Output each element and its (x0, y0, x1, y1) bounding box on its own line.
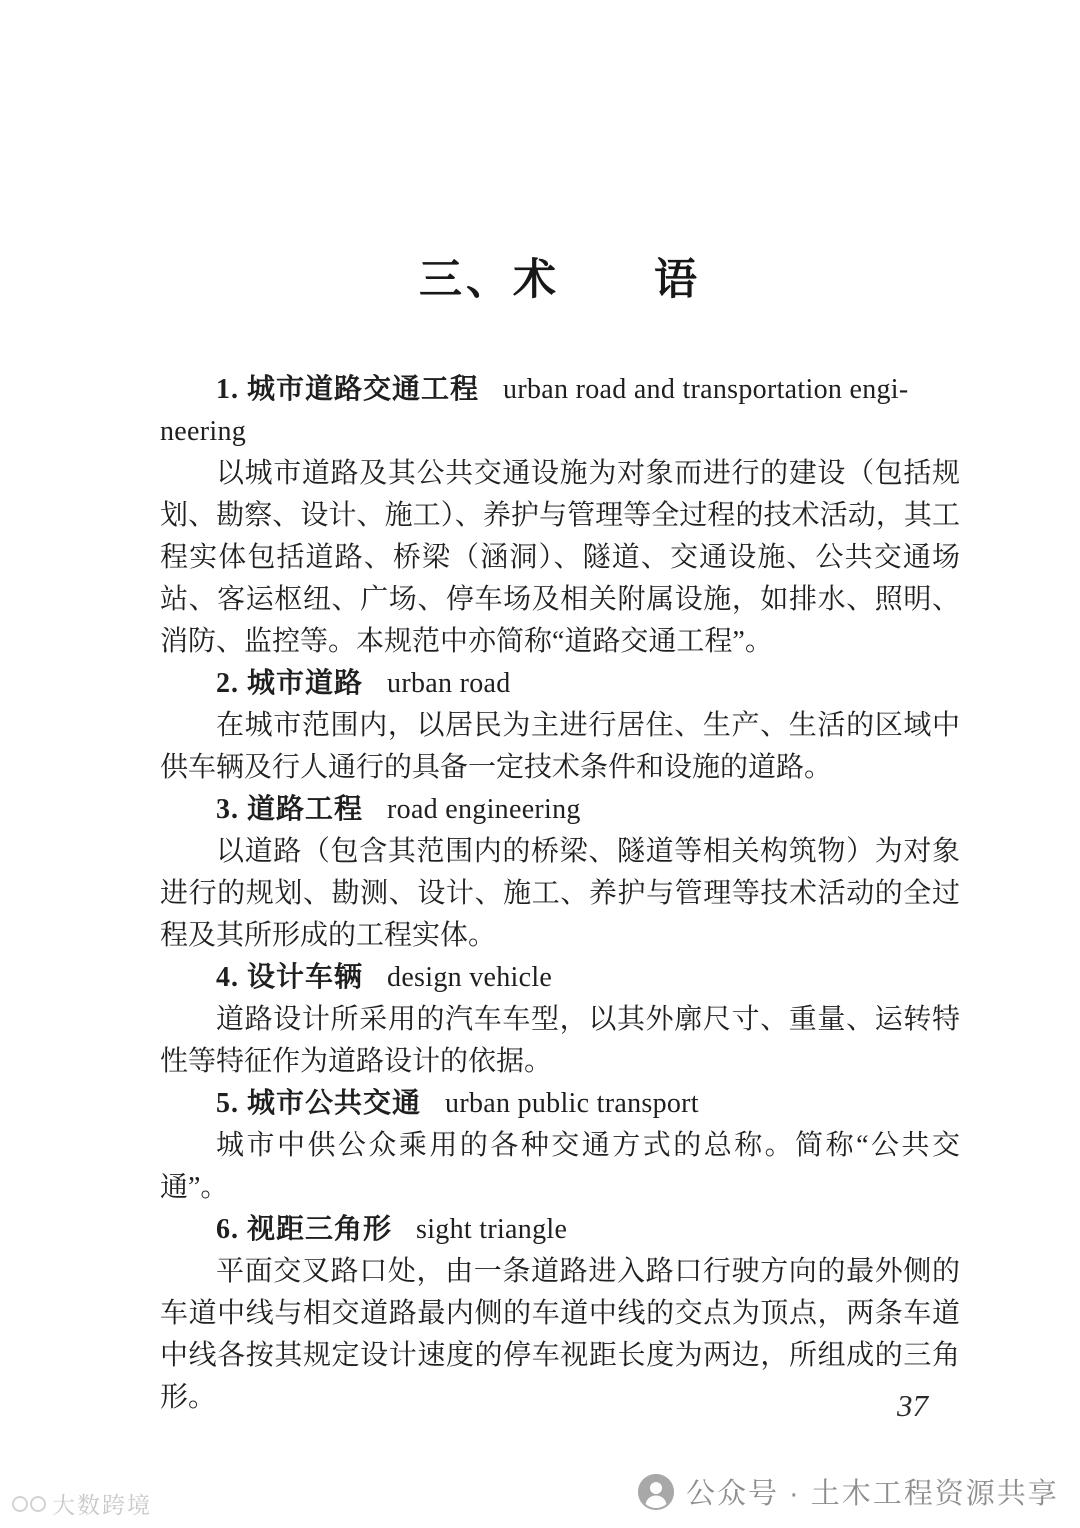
term-label: 2. 城市道路 (216, 668, 364, 699)
term-english: road engineering (387, 794, 581, 825)
terminology-list (160, 369, 960, 1419)
page-title: 三、术 语 (419, 257, 701, 304)
term-definition: 平面交叉路口处，由一条道路进入路口行驶方向的最外侧的车道中线与相交道路最内侧的车道中线的交点为顶点，两条车道中线各按其规定设计速度的停车视距长度为两边，所组成的三角形。 (160, 1256, 960, 1413)
document-page (160, 0, 960, 1419)
term-heading (160, 957, 960, 999)
term-english: urban public transport (445, 1088, 699, 1119)
term-english: design vehicle (387, 962, 553, 993)
term-label: 3. 道路工程 (216, 794, 364, 825)
term-heading (160, 369, 960, 453)
term-entry-2 (160, 663, 960, 789)
term-definition: 城市中供公众乘用的各种交通方式的总称。简称“公共交通”。 (160, 1130, 960, 1203)
term-definition: 以道路（包含其范围内的桥梁、隧道等相关构筑物）为对象进行的规划、勘测、设计、施工、养护与管理等技术活动的全过程及其所形成的工程实体。 (160, 836, 960, 951)
wechat-account-avatar-icon (638, 1474, 674, 1510)
watermark-logo-icon (12, 1496, 46, 1512)
term-label: 4. 设计车辆 (216, 962, 364, 993)
term-definition: 道路设计所采用的汽车车型，以其外廓尺寸、重量、运转特性等特征作为道路设计的依据。 (160, 1004, 960, 1077)
term-entry-5 (160, 1083, 960, 1209)
term-heading (160, 1083, 960, 1125)
term-definition: 以城市道路及其公共交通设施为对象而进行的建设（包括规划、勘察、设计、施工）、养护与管理等全过程的技术活动，其工程实体包括道路、桥梁（涵洞）、隧道、交通设施、公共交通场站、客运枢纽、广场、停车场及相关附属设施，如排水、照明、消防、监控等。本规范中亦简称“道路交通工程”。 (160, 458, 960, 657)
term-english: sight triangle (416, 1214, 568, 1245)
page-number: 37 (897, 1388, 928, 1423)
term-label: 5. 城市公共交通 (216, 1088, 422, 1119)
term-entry-3 (160, 789, 960, 957)
term-english: urban road and transportation engi- (503, 374, 909, 405)
footer (638, 1471, 1059, 1512)
term-entry-6 (160, 1209, 960, 1419)
term-label: 6. 视距三角形 (216, 1214, 393, 1245)
watermark-label: 大数跨境 (52, 1492, 152, 1518)
term-english: urban road (387, 668, 511, 699)
watermark (12, 1487, 152, 1520)
term-entry-4 (160, 957, 960, 1083)
term-entry-1 (160, 369, 960, 663)
term-heading (160, 789, 960, 831)
term-english-continuation: neering (160, 416, 247, 447)
term-heading (160, 1209, 960, 1251)
footer-account-label: 公众号 · 土木工程资源共享 (686, 1478, 1059, 1510)
term-label: 1. 城市道路交通工程 (216, 374, 480, 405)
term-heading (160, 663, 960, 705)
term-definition: 在城市范围内，以居民为主进行居住、生产、生活的区域中供车辆及行人通行的具备一定技术条件和设施的道路。 (160, 710, 960, 783)
